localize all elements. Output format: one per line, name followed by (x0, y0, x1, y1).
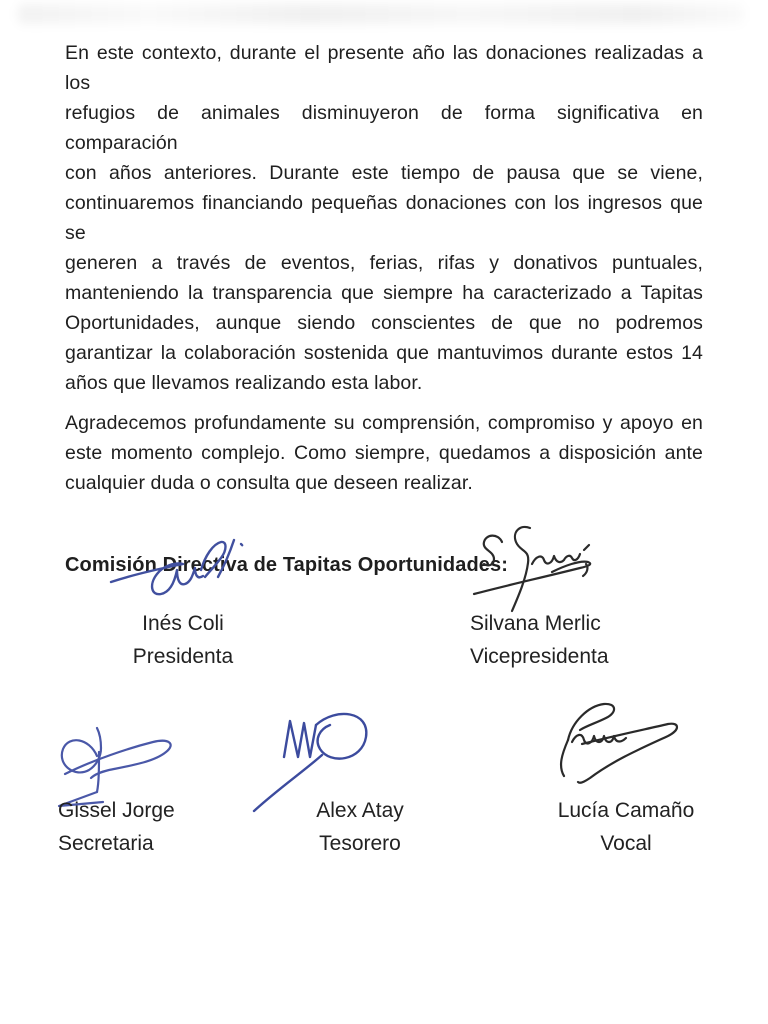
signatory-name: Alex Atay (316, 799, 404, 822)
paragraph-line: manteniendo la transparencia que siempre ha caracterizado a Tapitas (65, 282, 703, 304)
paragraph-2 (65, 408, 703, 498)
signatory-role: Secretaria (58, 832, 154, 855)
signature-ink (474, 527, 590, 611)
signatory-block-gissel (58, 794, 218, 860)
paragraph-line: refugios de animales disminuyeron de forma significativa en comparación (65, 102, 703, 154)
paragraph-line: continuaremos financiando pequeñas donaciones con los ingresos que se (65, 192, 703, 244)
signatory-name: Inés Coli (142, 612, 224, 635)
paragraph-1 (65, 38, 703, 398)
signatory-role: Tesorero (319, 832, 401, 855)
paragraph-line: años que llevamos realizando esta labor. (65, 372, 423, 394)
signatory-role: Vocal (600, 832, 652, 855)
signatory-name: Gissel Jorge (58, 799, 175, 822)
signatory-block-ines (108, 607, 258, 673)
signatory-block-alex (295, 794, 425, 860)
signatory-name: Silvana Merlic (470, 612, 601, 635)
paragraph-line: este momento complejo. Como siempre, quedamos a disposición ante (65, 442, 703, 464)
scan-artifact-top (18, 4, 744, 24)
paragraph-line: En este contexto, durante el presente año las donaciones realizadas a los (65, 42, 703, 94)
signatory-role: Presidenta (132, 645, 234, 668)
committee-heading: Comisión Directiva de Tapitas Oportunidades: (65, 554, 508, 576)
paragraph-line: cualquier duda o consulta que deseen realizar. (65, 472, 473, 494)
signature-ink (561, 704, 677, 783)
paragraph-line: generen a través de eventos, ferias, rifas y donativos puntuales, (65, 252, 703, 274)
signatory-name: Lucía Camaño (557, 799, 695, 822)
paragraph-line: garantizar la colaboración sostenida que mantuvimos durante estos 14 (65, 342, 703, 364)
paragraph-line: con años anteriores. Durante este tiempo de pausa que se viene, (65, 162, 703, 184)
letter-body (65, 38, 703, 580)
signatory-block-silvana (470, 607, 640, 673)
signatory-block-lucia (551, 794, 701, 860)
signature-lucia-camano (538, 698, 693, 803)
paragraph-line: Agradecemos profundamente su comprensión, compromiso y apoyo en (65, 412, 703, 434)
paragraph-line: Oportunidades, aunque siendo conscientes de que no podremos (65, 312, 703, 334)
signatory-role: Vicepresidenta (470, 645, 609, 668)
signature-ink (111, 540, 242, 594)
